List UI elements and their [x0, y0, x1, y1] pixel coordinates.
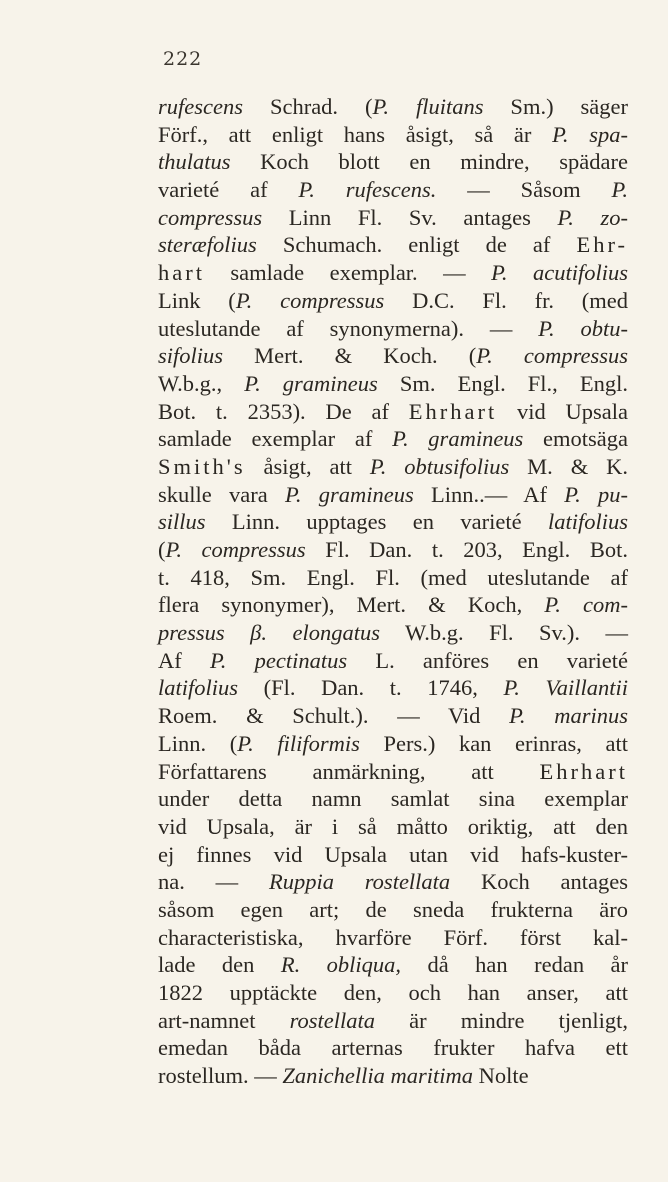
text-line	[158, 453, 628, 481]
text-run: Linn. upptages en varieté	[205, 509, 548, 535]
text-line	[158, 951, 628, 979]
text-line	[158, 536, 628, 564]
text-run: P. pu-	[564, 481, 629, 507]
text-run: na. —	[158, 869, 269, 895]
text-run: Linn Fl. Sv. antages	[262, 204, 558, 230]
text-run: Linn. (	[158, 730, 238, 756]
text-run: (Fl. Dan. t. 1746,	[238, 675, 504, 701]
text-run: (	[158, 537, 166, 562]
text-line	[158, 315, 628, 343]
text-line	[158, 924, 628, 952]
text-run: art-namnet	[158, 1007, 290, 1033]
text-line	[158, 425, 628, 453]
text-line	[158, 591, 628, 619]
text-line	[158, 148, 628, 176]
text-run: W.b.g. Fl. Sv.). —	[379, 620, 628, 646]
text-run: P. com-	[544, 592, 628, 618]
text-line	[158, 674, 628, 702]
text-run: Linn..— Af	[413, 481, 565, 507]
text-run: P. obtusifolius	[369, 453, 510, 479]
text-run: L. anföres en varieté	[347, 647, 628, 673]
text-run: pressus β. elongatus	[158, 620, 380, 646]
text-run: lade den	[158, 952, 281, 978]
text-line	[158, 370, 628, 398]
text-run: P. fluitans	[372, 94, 484, 119]
text-run: D.C. Fl. fr. (med	[384, 287, 629, 313]
text-line	[158, 93, 628, 121]
text-run: Författarens anmärkning, att	[158, 758, 540, 784]
text-run: vid Upsala, är i så måtto oriktig, att den	[158, 813, 628, 839]
text-run: Smith's	[158, 453, 246, 479]
text-run: Roem. & Schult.). — Vid	[158, 703, 510, 729]
text-line	[158, 758, 628, 786]
text-run: P. compressus	[235, 287, 385, 313]
page-number: 222	[163, 48, 203, 70]
text-line	[158, 342, 628, 370]
text-run: P. compressus	[476, 343, 629, 369]
text-run: Sm.) säger	[483, 94, 628, 119]
text-line	[158, 702, 628, 730]
text-line	[158, 508, 628, 536]
text-run: P. gramineus	[285, 481, 414, 507]
text-run: Nolte	[473, 1063, 529, 1089]
text-run: vid Upsala	[497, 398, 629, 424]
text-run: P. filiformis	[237, 730, 360, 756]
text-run: flera synonymer), Mert. & Koch,	[158, 592, 545, 618]
text-run: R. obliqua,	[280, 952, 402, 978]
text-line	[158, 121, 628, 149]
text-run: P. acutifolius	[491, 260, 629, 286]
text-run: emedan båda arternas frukter hafva ett	[158, 1035, 628, 1061]
text-run: rostellata	[289, 1007, 376, 1033]
text-run: characteristiska, hvarföre Förf. först kal-	[158, 924, 628, 950]
text-line	[158, 176, 628, 204]
text-run: såsom egen art; de sneda frukterna äro	[158, 896, 628, 922]
text-run: Sm. Engl. Fl., Engl.	[377, 370, 628, 396]
text-run: hart	[158, 260, 205, 286]
text-run: Pers.) kan erinras, att	[359, 730, 628, 756]
text-line	[158, 204, 628, 232]
text-line	[158, 785, 628, 813]
text-run: Ehr-	[576, 232, 628, 258]
text-run: Schrad. (	[242, 94, 373, 119]
text-run: Koch antages	[450, 869, 628, 895]
text-line	[158, 841, 628, 869]
text-run: P. marinus	[509, 703, 629, 729]
text-line	[158, 896, 628, 924]
text-line	[158, 647, 628, 675]
text-run: P. pectinatus	[209, 647, 348, 673]
text-run: uteslutande af synonymerna). —	[158, 315, 539, 341]
text-run: åsigt, att	[245, 453, 370, 479]
text-run: Bot. t. 2353). De af	[158, 398, 409, 424]
text-run: Koch blott en mindre, spädare	[230, 149, 628, 175]
text-run: P. obtu-	[538, 315, 628, 341]
text-run: compressus	[158, 204, 263, 230]
text-run: Ehrhart	[539, 758, 628, 784]
text-run: Af	[158, 647, 210, 673]
text-run: rufescens	[158, 94, 243, 119]
text-line	[158, 1034, 628, 1062]
text-run: emotsäga	[523, 426, 629, 452]
text-run: Schumach. enligt de af	[256, 232, 577, 258]
text-run: Ruppia rostellata	[268, 869, 451, 895]
text-run: skulle vara	[158, 481, 285, 507]
text-line	[158, 730, 628, 758]
text-line	[158, 287, 628, 315]
text-run: Zanichellia maritima	[282, 1063, 473, 1089]
text-run: är mindre tjenligt,	[375, 1007, 628, 1033]
text-run: latifolius	[158, 675, 239, 701]
text-run: latifolius	[547, 509, 628, 535]
text-line	[158, 813, 628, 841]
text-run: ej finnes vid Upsala utan vid hafs-kuster-	[158, 841, 628, 867]
text-run: W.b.g.,	[158, 370, 245, 396]
text-run: P. gramineus	[244, 370, 378, 396]
text-run: P. spa-	[552, 121, 628, 147]
text-run: P. compressus	[165, 537, 306, 562]
text-run: M. & K.	[509, 453, 628, 479]
text-run: Förf., att enligt hans åsigt, så är	[158, 121, 553, 147]
text-run: P.	[611, 177, 628, 203]
text-run: P. rufescens.	[298, 177, 437, 203]
text-run: P. zo-	[557, 204, 629, 230]
text-run: rostellum. —	[158, 1063, 283, 1089]
text-run: Mert. & Koch. (	[223, 343, 477, 369]
text-run: samlade exemplar af	[158, 426, 393, 452]
text-line	[158, 868, 628, 896]
text-run: då han redan år	[401, 952, 629, 978]
text-run: varieté af	[158, 177, 299, 203]
text-line	[158, 564, 628, 592]
text-line	[158, 398, 628, 426]
text-run: samlade exemplar. —	[204, 260, 492, 286]
text-run: P. Vaillantii	[503, 675, 628, 701]
text-line	[158, 231, 628, 259]
text-line	[158, 481, 628, 509]
text-run: thulatus	[158, 149, 231, 175]
text-run: Link (	[158, 287, 236, 313]
text-run: sillus	[158, 509, 206, 535]
text-line	[158, 1007, 628, 1035]
text-run: sifolius	[158, 343, 224, 369]
text-run: t. 418, Sm. Engl. Fl. (med uteslutande af	[158, 564, 628, 590]
body-text	[158, 93, 628, 1090]
text-line	[158, 259, 628, 287]
text-run: Ehrhart	[408, 398, 498, 424]
text-run: P. gramineus	[392, 426, 524, 452]
text-run: — Såsom	[436, 177, 612, 203]
text-line	[158, 1062, 628, 1090]
text-line	[158, 619, 628, 647]
text-run: 1822 upptäckte den, och han anser, att	[158, 980, 628, 1005]
text-run: steræfolius	[158, 232, 257, 258]
text-line	[158, 979, 628, 1007]
text-run: Fl. Dan. t. 203, Engl. Bot.	[305, 537, 628, 562]
text-run: under detta namn samlat sina exemplar	[158, 786, 628, 812]
